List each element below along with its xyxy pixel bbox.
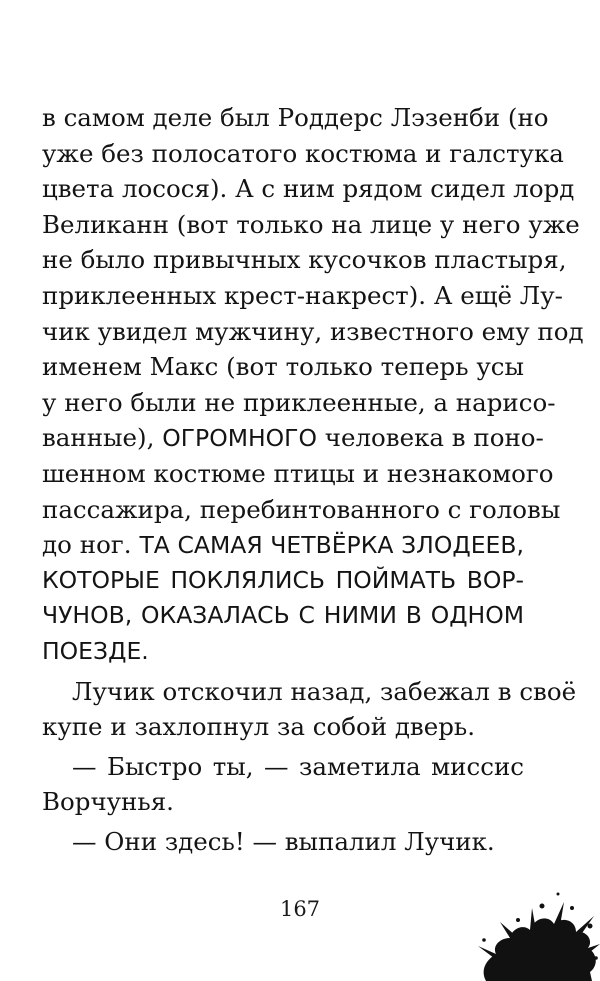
caps-line: ПОЕЗДЕ. <box>42 636 149 665</box>
text-line: пассажира, перебинтованного с головы <box>42 494 561 524</box>
text-line: приклеенных крест-накрест). А ещё Лу- <box>42 280 563 310</box>
text-line-mixed <box>42 420 544 456</box>
text-line: Великанн (вот только на лице у него уже <box>42 209 580 239</box>
text-fragment: до ног. <box>42 530 132 560</box>
page-number: 167 <box>279 897 321 921</box>
text-line: чик увидел мужчину, известного ему под <box>42 316 584 346</box>
text-line: цвета лосося). А с ним рядом сидел лорд <box>42 174 575 204</box>
caps-phrase: ТА САМАЯ ЧЕТВЁРКА ЗЛОДЕЕВ, <box>139 531 524 560</box>
caps-line: ЧУНОВ, ОКАЗАЛАСЬ С НИМИ В ОДНОМ <box>42 601 524 630</box>
text-line: в самом деле был Роддерс Лэзенби (но <box>42 103 549 132</box>
text-line-mixed <box>42 527 524 563</box>
text-line: не было привычных кусочков пластыря, <box>42 245 567 275</box>
text-line: у него были не приклеенные, а нарисо- <box>42 387 556 417</box>
text-line: Ворчунья. <box>42 787 174 817</box>
text-line: шенном костюме птицы и незнакомого <box>42 458 554 488</box>
text-fragment: человека в поно- <box>324 423 544 453</box>
caps-line: КОТОРЫЕ ПОКЛЯЛИСЬ ПОЙМАТЬ ВОР- <box>42 565 524 594</box>
text-line: именем Макс (вот только теперь усы <box>42 352 524 382</box>
dialogue-line: — Они здесь! — выпалил Лучик. <box>72 826 495 856</box>
body-text <box>42 100 584 859</box>
text-fragment: ванные), <box>42 423 155 453</box>
caps-word: ОГРОМНОГО <box>162 424 317 453</box>
text-line: уже без полосатого костюма и галстука <box>42 138 564 168</box>
text-line: Лучик отскочил назад, забежал в своё <box>72 676 577 706</box>
dialogue-line: — Быстро ты, — заметила миссис <box>72 751 524 781</box>
ink-blot-icon <box>472 846 600 981</box>
text-line: купе и захлопнул за собой дверь. <box>42 712 476 742</box>
